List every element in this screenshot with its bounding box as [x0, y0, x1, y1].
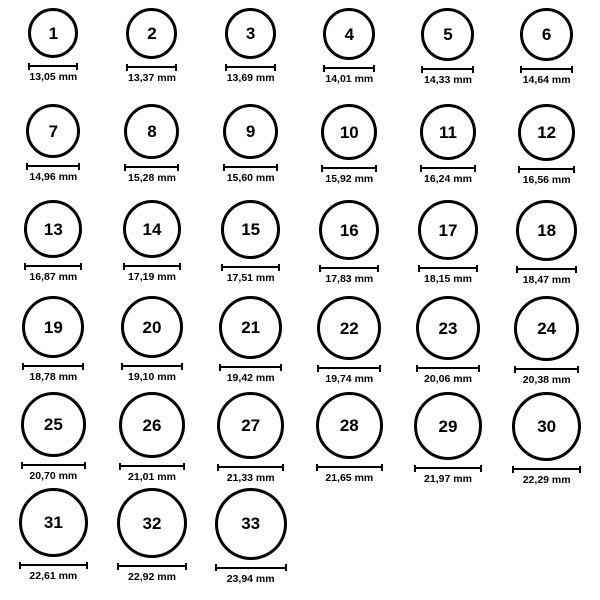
- diameter-value: 13,69 mm: [226, 72, 275, 84]
- ring-circle: [26, 104, 80, 158]
- ring-size-label: 8: [147, 122, 157, 141]
- diameter-value: 18,15 mm: [424, 273, 472, 285]
- diameter-measure-line: [121, 362, 183, 370]
- measure-bar: [518, 166, 575, 173]
- diameter-value: 21,33 mm: [226, 472, 275, 484]
- measure-bar: [223, 164, 278, 171]
- ring-circle: [124, 104, 179, 159]
- diameter-measure-line: [26, 162, 80, 170]
- ring-size-label: 18: [537, 221, 557, 240]
- ring-size-label: 30: [537, 417, 557, 436]
- diameter-value: 17,83 mm: [325, 273, 374, 285]
- diameter-value: 21,65 mm: [325, 472, 374, 484]
- diameter-measure-line: [416, 364, 480, 372]
- measure-bar: [323, 65, 375, 72]
- ring-size-label: 26: [142, 415, 162, 435]
- measure-bar: [22, 363, 84, 370]
- ring-size-cell: [4, 200, 103, 296]
- ring-size-label: 13: [43, 219, 63, 239]
- measure-bar: [221, 264, 280, 271]
- ring-size-label: 28: [339, 416, 359, 435]
- ring-size-label: 27: [241, 416, 261, 435]
- ring-size-label: 12: [537, 123, 557, 142]
- diameter-measure-line: [317, 364, 381, 372]
- ring-size-cell: [300, 296, 399, 392]
- ring-circle: [119, 392, 185, 458]
- ring-circle: [19, 488, 88, 557]
- measure-bar: [316, 464, 383, 471]
- ring-circle: [117, 488, 187, 558]
- diameter-measure-line: [518, 165, 575, 173]
- ring-circle: [24, 200, 82, 258]
- ring-size-cell: [201, 200, 300, 296]
- ring-circle: [514, 296, 579, 361]
- diameter-value: 13,05 mm: [29, 71, 78, 83]
- diameter-measure-line: [223, 163, 278, 171]
- measure-bar: [514, 366, 579, 373]
- ring-size-label: 4: [344, 24, 355, 44]
- diameter-measure-line: [22, 362, 84, 370]
- ring-circle: [421, 8, 474, 61]
- ring-circle: [217, 392, 284, 459]
- diameter-measure-line: [24, 262, 82, 270]
- ring-circle: [221, 200, 280, 259]
- ring-circle: [22, 296, 84, 358]
- ring-size-cell: [399, 296, 498, 392]
- ring-size-label: 3: [245, 24, 256, 43]
- diameter-value: 14,33 mm: [424, 74, 472, 86]
- ring-size-label: 25: [43, 415, 63, 434]
- ring-size-label: 24: [537, 319, 557, 338]
- diameter-value: 18,47 mm: [522, 274, 571, 286]
- ring-circle: [512, 392, 581, 461]
- diameter-value: 16,87 mm: [29, 271, 78, 283]
- diameter-value: 17,19 mm: [128, 271, 176, 283]
- ring-circle: [225, 8, 276, 59]
- ring-size-cell: [399, 104, 498, 200]
- ring-size-label: 2: [147, 24, 157, 43]
- ring-size-cell: [497, 392, 596, 488]
- diameter-measure-line: [514, 365, 579, 373]
- ring-size-cell: [103, 8, 202, 104]
- diameter-value: 14,64 mm: [522, 74, 571, 86]
- ring-size-cell: [103, 392, 202, 488]
- diameter-measure-line: [421, 65, 474, 73]
- diameter-measure-line: [414, 464, 482, 472]
- ring-circle: [420, 104, 476, 160]
- measure-bar: [225, 64, 276, 71]
- ring-size-cell: [201, 296, 300, 392]
- measure-bar: [416, 365, 480, 372]
- ring-circle: [215, 488, 287, 560]
- diameter-value: 17,51 mm: [226, 272, 275, 284]
- ring-circle: [219, 296, 282, 359]
- ring-size-label: 10: [339, 122, 359, 142]
- diameter-measure-line: [124, 163, 179, 171]
- ring-size-label: 22: [339, 318, 359, 338]
- measure-bar: [121, 363, 183, 370]
- measure-bar: [19, 562, 88, 569]
- ring-size-label: 7: [48, 121, 59, 141]
- ring-size-cell: [300, 8, 399, 104]
- measure-bar: [421, 66, 474, 73]
- diameter-measure-line: [520, 65, 573, 73]
- diameter-value: 13,37 mm: [128, 72, 176, 84]
- ring-size-cell: [497, 296, 596, 392]
- ring-size-label: 17: [438, 220, 458, 240]
- ring-circle: [323, 8, 375, 60]
- ring-size-cell: [4, 296, 103, 392]
- measure-bar: [414, 465, 482, 472]
- measure-bar: [24, 263, 82, 270]
- ring-circle: [126, 8, 177, 59]
- ring-size-cell: [4, 392, 103, 488]
- diameter-value: 19,42 mm: [226, 372, 275, 384]
- diameter-value: 21,97 mm: [424, 473, 472, 485]
- measure-bar: [217, 464, 284, 471]
- ring-size-cell: [399, 200, 498, 296]
- ring-circle: [123, 200, 181, 258]
- diameter-measure-line: [316, 463, 383, 471]
- ring-size-label: 1: [48, 23, 59, 43]
- diameter-value: 14,96 mm: [29, 171, 78, 183]
- diameter-value: 20,70 mm: [29, 470, 78, 482]
- ring-circle: [416, 296, 480, 360]
- diameter-measure-line: [321, 164, 377, 172]
- diameter-value: 23,94 mm: [226, 572, 275, 585]
- measure-bar: [21, 462, 86, 469]
- ring-circle: [319, 200, 379, 260]
- ring-size-label: 6: [541, 25, 552, 44]
- ring-size-label: 20: [142, 317, 162, 337]
- ring-circle: [121, 296, 183, 358]
- ring-size-label: 32: [142, 513, 162, 533]
- diameter-value: 16,24 mm: [424, 173, 472, 185]
- diameter-value: 21,01 mm: [128, 471, 176, 483]
- diameter-measure-line: [512, 465, 581, 473]
- diameter-measure-line: [516, 265, 577, 273]
- measure-bar: [520, 66, 573, 73]
- diameter-measure-line: [19, 561, 88, 569]
- diameter-value: 19,10 mm: [128, 371, 176, 383]
- ring-circle: [21, 392, 86, 457]
- ring-size-cell: [201, 8, 300, 104]
- ring-size-cell: [103, 488, 202, 584]
- diameter-value: 22,29 mm: [522, 474, 571, 486]
- measure-bar: [321, 165, 377, 172]
- ring-size-cell: [103, 296, 202, 392]
- ring-circle: [28, 8, 78, 58]
- ring-size-cell: [300, 200, 399, 296]
- ring-circle: [317, 296, 381, 360]
- ring-circle: [316, 392, 383, 459]
- diameter-value: 16,56 mm: [522, 174, 571, 186]
- ring-size-cell: [201, 488, 300, 584]
- measure-bar: [512, 466, 581, 473]
- ring-size-cell: [103, 104, 202, 200]
- ring-size-grid: [4, 8, 596, 584]
- diameter-measure-line: [119, 462, 185, 470]
- ring-circle: [223, 104, 278, 159]
- ring-size-label: 23: [438, 318, 458, 338]
- diameter-value: 15,60 mm: [226, 172, 275, 184]
- diameter-measure-line: [217, 463, 284, 471]
- diameter-value: 22,61 mm: [29, 570, 78, 582]
- diameter-value: 15,28 mm: [128, 172, 176, 184]
- measure-bar: [420, 165, 476, 172]
- ring-size-cell: [4, 8, 103, 104]
- diameter-measure-line: [323, 64, 375, 72]
- diameter-measure-line: [117, 562, 187, 570]
- ring-size-label: 19: [43, 317, 63, 337]
- ring-size-cell: [201, 392, 300, 488]
- measure-bar: [119, 463, 185, 470]
- diameter-measure-line: [123, 262, 181, 270]
- diameter-value: 22,92 mm: [128, 571, 176, 583]
- measure-bar: [319, 265, 379, 272]
- ring-circle: [518, 104, 575, 161]
- ring-size-label: 29: [438, 416, 458, 436]
- measure-bar: [117, 563, 187, 570]
- diameter-measure-line: [126, 63, 177, 71]
- ring-size-cell: [103, 200, 202, 296]
- measure-bar: [123, 263, 181, 270]
- ring-size-cell: [4, 488, 103, 584]
- ring-size-label: 31: [43, 513, 63, 532]
- ring-size-cell: [300, 392, 399, 488]
- ring-size-label: 21: [241, 318, 261, 337]
- diameter-value: 15,92 mm: [325, 173, 374, 185]
- diameter-measure-line: [319, 264, 379, 272]
- measure-bar: [219, 364, 282, 371]
- diameter-measure-line: [225, 63, 276, 71]
- ring-size-cell: [497, 200, 596, 296]
- ring-size-cell: [201, 104, 300, 200]
- ring-size-label: 14: [142, 219, 162, 239]
- measure-bar: [516, 266, 577, 273]
- diameter-value: 20,38 mm: [522, 374, 571, 386]
- measure-bar: [124, 164, 179, 171]
- ring-size-cell: [399, 8, 498, 104]
- diameter-measure-line: [21, 461, 86, 469]
- measure-bar: [26, 163, 80, 170]
- diameter-measure-line: [418, 264, 478, 272]
- ring-size-cell: [4, 104, 103, 200]
- measure-bar: [317, 365, 381, 372]
- ring-size-label: 5: [443, 25, 453, 44]
- ring-size-label: 16: [339, 220, 359, 240]
- measure-bar: [418, 265, 478, 272]
- diameter-measure-line: [215, 564, 287, 572]
- ring-size-cell: [497, 8, 596, 104]
- diameter-measure-line: [28, 62, 78, 70]
- ring-circle: [321, 104, 377, 160]
- diameter-value: 18,78 mm: [29, 371, 78, 383]
- diameter-measure-line: [221, 263, 280, 271]
- diameter-value: 19,74 mm: [325, 373, 374, 385]
- ring-circle: [516, 200, 577, 261]
- diameter-measure-line: [420, 164, 476, 172]
- ring-size-label: 33: [241, 514, 261, 534]
- ring-circle: [418, 200, 478, 260]
- diameter-measure-line: [219, 363, 282, 371]
- ring-size-cell: [300, 104, 399, 200]
- measure-bar: [126, 64, 177, 71]
- ring-circle: [520, 8, 573, 61]
- ring-size-label: 11: [438, 122, 457, 142]
- ring-circle: [414, 392, 482, 460]
- ring-size-label: 15: [241, 220, 261, 239]
- measure-bar: [28, 63, 78, 70]
- diameter-value: 20,06 mm: [424, 373, 472, 385]
- ring-size-cell: [399, 392, 498, 488]
- measure-bar: [215, 564, 287, 571]
- ring-size-label: 9: [245, 122, 256, 141]
- ring-size-cell: [497, 104, 596, 200]
- diameter-value: 14,01 mm: [325, 73, 374, 85]
